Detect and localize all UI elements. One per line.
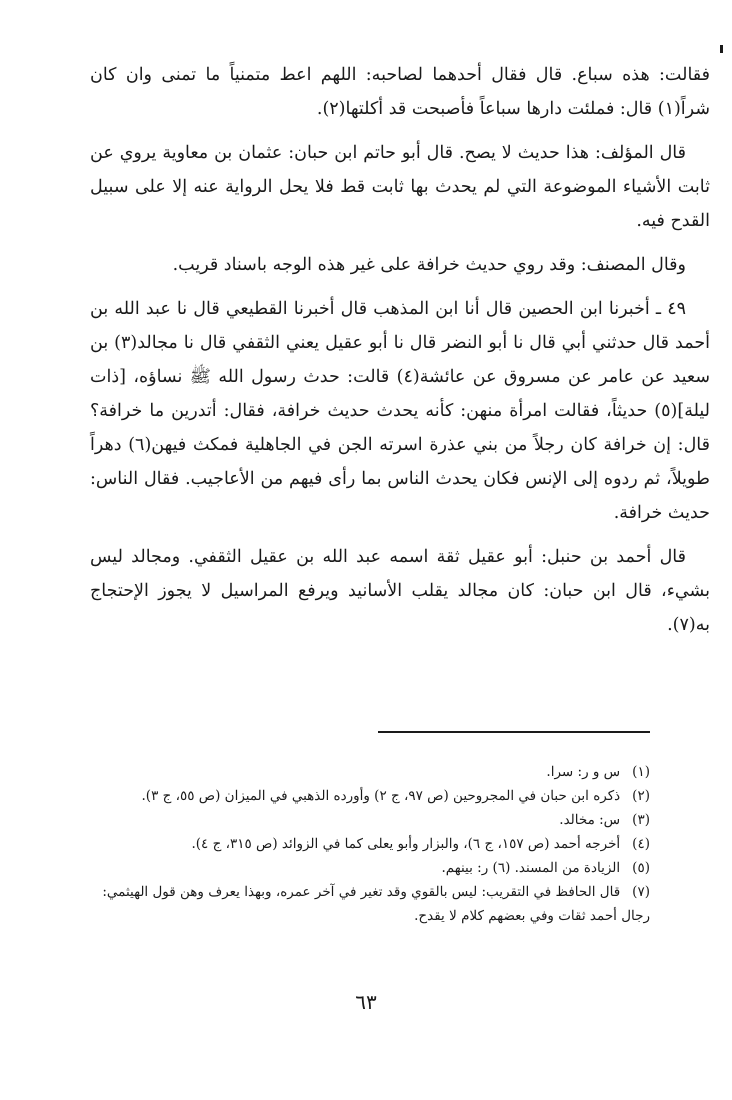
page-number: ٦٣ xyxy=(355,990,377,1014)
footnote-text: ذكره ابن حبان في المجروحين (ص ٩٧، ج ٢) وأورده الذهبي في الميزان (ص ٥٥، ج ٣). xyxy=(141,788,621,804)
paragraph-2: قال المؤلف: هذا حديث لا يصح. قال أبو حاتم ابن حبان: عثمان بن معاوية يروي عن ثابت الأشياء الموضوعة التي لم يحدث بها ثابت قط فلا يحل الرواية عنه إلا على سبيل القدح فيه. xyxy=(90,143,710,231)
footnote-text: الزيادة من المسند. (٦) ر: بينهم. xyxy=(441,860,621,876)
footnote-number: (٣) xyxy=(632,812,650,828)
footnote-number: (١) xyxy=(632,764,650,780)
footnote-text: س: مخالد. xyxy=(559,812,621,828)
paragraph-4-hadith-49: ٤٩ ـ أخبرنا ابن الحصين قال أنا ابن المذهب قال أخبرنا القطيعي قال نا عبد الله بن أحمد قال حدثني أبي قال نا أبو النضر قال نا أبو عقيل يعني الثقفي قال نا مجالد(٣) بن سعيد عن عامر عن مسروق عن عائشة(٤) قالت: حدث رسول الله ﷺ نساؤه، [ذات ليلة](٥) حديثاً، فقالت امرأة منهن: كأنه يحدث حديث خرافة، فقال: أتدرين ما خرافة؟ قال: إن خرافة كان رجلاً من بني عذرة اسرته الجن في الجاهلية فمكث فيهن(٦) دهراً طويلاً، ثم ردوه إلى الإنس فكان يحدث الناس بما رأى فيهم من الأعاجيب. فقال الناس: حديث خرافة. xyxy=(90,299,710,523)
footnote-7 xyxy=(90,880,650,928)
footnote-2 xyxy=(90,784,650,808)
main-text xyxy=(90,58,710,650)
footnote-divider xyxy=(378,731,650,733)
footnote-4 xyxy=(90,832,650,856)
footnotes xyxy=(90,760,650,928)
footnote-3 xyxy=(90,808,650,832)
footnote-text: أخرجه أحمد (ص ١٥٧، ج ٦)، والبزار وأبو يعلى كما في الزوائد (ص ٣١٥، ج ٤). xyxy=(191,836,621,852)
margin-mark xyxy=(720,45,723,53)
footnote-5-6 xyxy=(90,856,650,880)
paragraph-1: فقالت: هذه سباع. قال فقال أحدهما لصاحبه: اللهم اعط متمنياً ما تمنى وان كان شراً(١) قال: فملئت دارها سباعاً فأصبحت قد أكلتها(٢). xyxy=(90,65,710,119)
footnote-number: (٤) xyxy=(632,836,650,852)
footnote-1 xyxy=(90,760,650,784)
footnote-number: (٥) xyxy=(632,860,650,876)
footnote-text: س و ر: سرا. xyxy=(546,764,621,780)
footnote-number: (٢) xyxy=(632,788,650,804)
paragraph-3: وقال المصنف: وقد روي حديث خرافة على غير هذه الوجه باسناد قريب. xyxy=(172,255,686,275)
footnote-number: (٧) xyxy=(632,884,650,900)
paragraph-5: قال أحمد بن حنبل: أبو عقيل ثقة اسمه عبد الله بن عقيل الثقفي. ومجالد ليس بشيء، قال ابن حبان: كان مجالد يقلب الأسانيد ويرفع المراسيل لا يجوز الإحتجاج به(٧). xyxy=(90,547,710,635)
footnote-text: قال الحافظ في التقريب: ليس بالقوي وقد تغير في آخر عمره، وبهذا يعرف وهن قول الهيثمي: رجال أحمد ثقات وفي بعضهم كلام لا يقدح. xyxy=(102,884,650,924)
